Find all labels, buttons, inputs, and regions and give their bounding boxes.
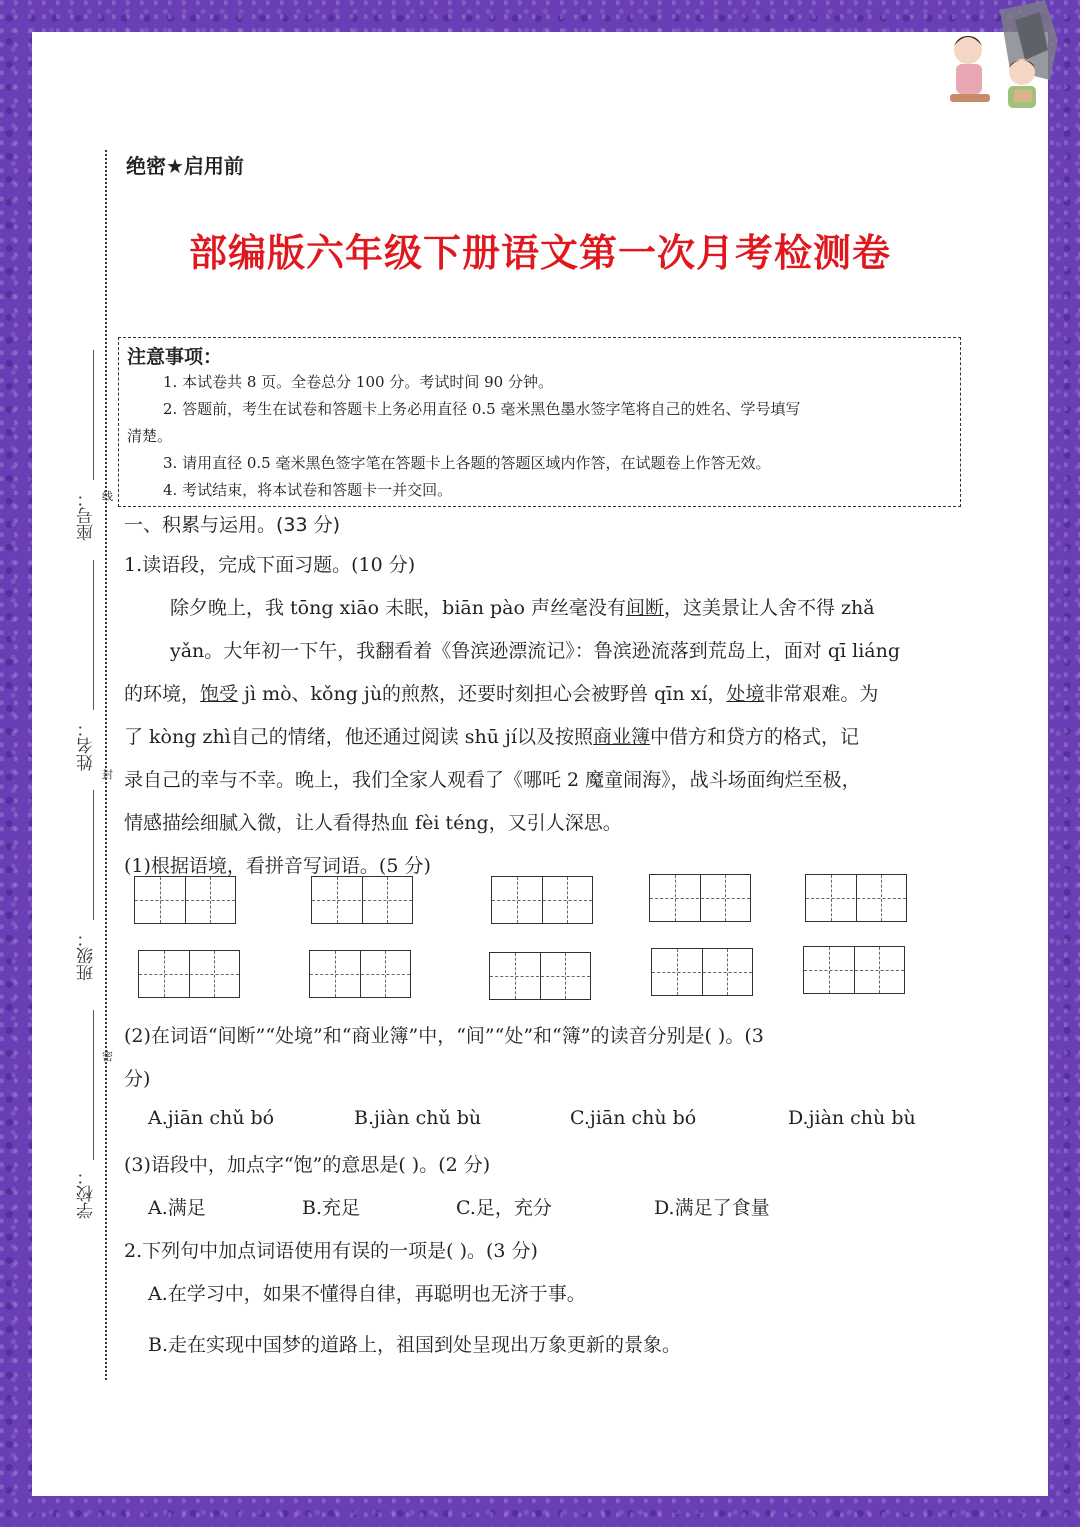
secret-mark: 密 bbox=[102, 1050, 113, 1063]
passage-line-4: 了 kòng zhì自己的情绪，他还通过阅读 shū jí以及按照商业簿中借方和贷方的格式，记 bbox=[124, 726, 860, 748]
passage-line-2: yǎn。大年初一下午，我翻看着《鲁滨逊漂流记》：鲁滨逊流落到荒岛上，面对 qī liáng bbox=[170, 640, 900, 662]
underlined-word: 处境 bbox=[726, 683, 765, 705]
passage-line-5: 录自己的幸与不幸。晚上，我们全家人观看了《哪吒 2 魔童闹海》，战斗场面绚烂至极， bbox=[124, 769, 861, 791]
passage-line-1: 除夕晚上，我 tōng xiāo 未眠，biān pào 声丝毫没有间断，这美景让人舍不得 zhǎ bbox=[170, 597, 875, 619]
seat-number-label: 座号： bbox=[77, 490, 97, 541]
sub-question-2-options bbox=[148, 1107, 916, 1129]
option-a[interactable]: A.jiān chǔ bó bbox=[148, 1107, 275, 1129]
writing-grid[interactable] bbox=[491, 876, 593, 924]
notice-item: 4. 考试结束，将本试卷和答题卡一并交回。 bbox=[163, 481, 453, 499]
writing-grid[interactable] bbox=[311, 876, 413, 924]
option-a[interactable]: A.满足 bbox=[148, 1197, 206, 1219]
option-b[interactable]: B.充足 bbox=[302, 1197, 361, 1219]
writing-grid[interactable] bbox=[138, 950, 240, 998]
seal-mark: 封 bbox=[102, 768, 113, 781]
sub-question-3: (3)语段中，加点字“饱”的意思是( )。(2 分) bbox=[124, 1154, 491, 1176]
class-rule bbox=[93, 790, 94, 920]
sub-question-3-options bbox=[148, 1193, 770, 1220]
question-2-option-b[interactable]: B.走在实现中国梦的道路上，祖国到处呈现出万象更新的景象。 bbox=[148, 1334, 682, 1356]
question-2-option-a[interactable]: A.在学习中，如果不懂得自律，再聪明也无济于事。 bbox=[148, 1283, 586, 1305]
notice-item: 2. 答题前，考生在试卷和答题卡上务必用直径 0.5 毫米黑色墨水签字笔将自己的姓名、学号填写 bbox=[163, 400, 801, 418]
section-heading: 一、积累与运用。(33 分) bbox=[124, 514, 341, 536]
passage-line-6: 情感描绘细腻入微，让人看得热血 fèi téng，又引人深思。 bbox=[124, 812, 622, 834]
option-c[interactable]: C.足，充分 bbox=[456, 1197, 552, 1219]
writing-grid[interactable] bbox=[803, 946, 905, 994]
underlined-word: 饱受 bbox=[200, 683, 239, 705]
sub-question-1: (1)根据语境，看拼音写词语。(5 分) bbox=[124, 855, 431, 877]
binding-dotted-line bbox=[105, 150, 107, 1380]
underlined-word: 间断 bbox=[625, 597, 664, 619]
writing-grid[interactable] bbox=[649, 874, 751, 922]
sub-question-2: (2)在词语“间断”“处境”和“商业簿”中，“间”“处”和“簿”的读音分别是( )。(3 bbox=[124, 1025, 764, 1047]
exam-title: 部编版六年级下册语文第一次月考检测卷 bbox=[188, 230, 891, 275]
writing-grid[interactable] bbox=[651, 948, 753, 996]
seat-number-rule bbox=[93, 350, 94, 480]
class-label: 班级： bbox=[77, 930, 97, 981]
confidential-label: 绝密★启用前 bbox=[126, 154, 244, 178]
notice-item: 清楚。 bbox=[127, 427, 173, 445]
option-b[interactable]: B.jiàn chǔ bù bbox=[354, 1107, 482, 1129]
question-2-stem: 2.下列句中加点词语使用有误的一项是( )。(3 分) bbox=[124, 1240, 538, 1262]
notice-box bbox=[118, 337, 961, 507]
sub-question-2-cont: 分) bbox=[124, 1068, 151, 1090]
option-d[interactable]: D.满足了食量 bbox=[654, 1197, 770, 1219]
school-rule bbox=[93, 1010, 94, 1160]
writing-grid[interactable] bbox=[134, 876, 236, 924]
notice-item: 1. 本试卷共 8 页。全卷总分 100 分。考试时间 90 分钟。 bbox=[163, 373, 553, 391]
underlined-word: 商业簿 bbox=[593, 726, 651, 748]
line-mark: 线 bbox=[102, 490, 113, 503]
notice-heading: 注意事项： bbox=[127, 346, 223, 368]
passage-line-3: 的环境，饱受 jì mò、kǒng jù的煎熬，还要时刻担心会被野兽 qīn xí，处境非常艰难。为 bbox=[124, 683, 879, 705]
name-label: 姓名： bbox=[77, 720, 97, 771]
writing-grid[interactable] bbox=[309, 950, 411, 998]
notice-item: 3. 请用直径 0.5 毫米黑色签字笔在答题卡上各题的答题区域内作答，在试题卷上作答无效。 bbox=[163, 454, 771, 472]
writing-grid[interactable] bbox=[489, 952, 591, 1000]
name-rule bbox=[93, 560, 94, 710]
option-d[interactable]: D.jiàn chù bù bbox=[788, 1107, 916, 1129]
writing-grid[interactable] bbox=[805, 874, 907, 922]
question-1-stem: 1.读语段，完成下面习题。(10 分) bbox=[124, 554, 416, 576]
option-c[interactable]: C.jiān chù bó bbox=[570, 1107, 697, 1129]
reading-children-illustration bbox=[940, 0, 1060, 120]
school-label: 学校： bbox=[77, 1168, 97, 1219]
